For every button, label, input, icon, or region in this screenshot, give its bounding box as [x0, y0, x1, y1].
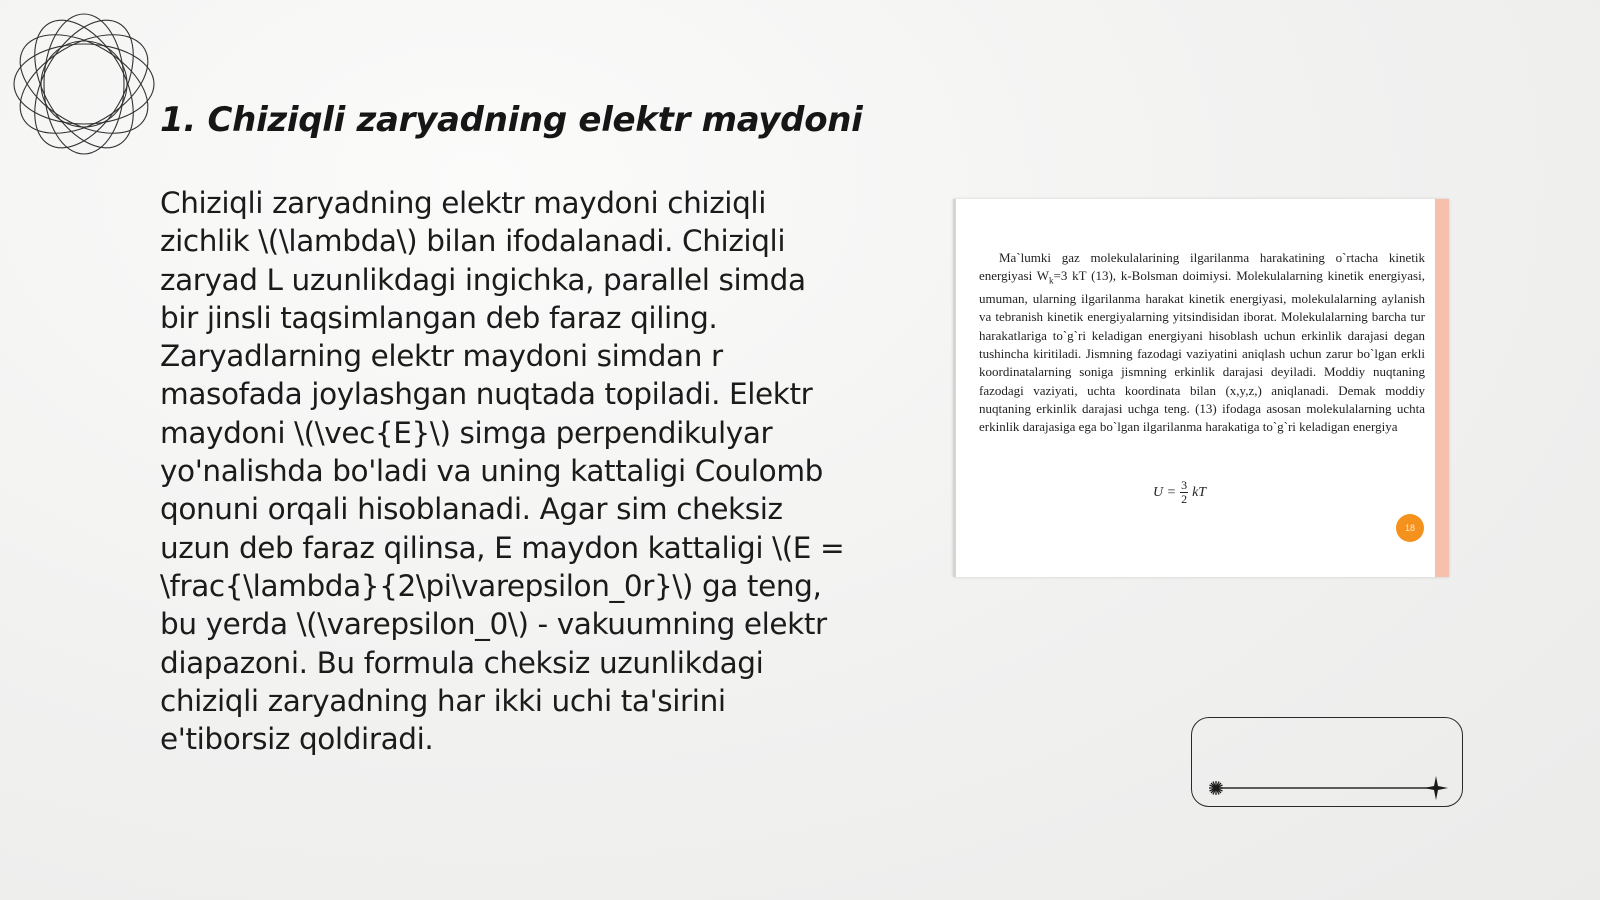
formula-denominator: 2 — [1181, 492, 1188, 506]
four-point-star-icon — [1424, 776, 1448, 800]
formula-lhs: U = — [1153, 484, 1177, 500]
document-text-part: Ma`lumki gaz molekulalarining ilgarilanma harakatining o`rtacha kinetik energiyasi W — [979, 250, 1425, 284]
document-image — [953, 199, 1449, 577]
page-number-badge: 18 — [1396, 514, 1424, 542]
document-paragraph — [979, 249, 1425, 437]
document-text-part: =3 kT (13), k-Bolsman doimiysi. Molekulalarning kinetik energiyasi, umuman, ularning ilgarilanma harakat kinetik energiyasi, molekulalarning aylanish va tebranish kinetik energiyalarning yitsindisidan iborat. Molekulalarning barcha tur harakatlariga to`g`ri keladigan energiyani hisoblash uchun erkinlik darajasi degan tushincha kiritiladi. Jismning fazodagi vaziyatini aniqlash uchun zarur bo`lgan erkli koordinatalarning soniga jismning erkinlik darajasi deyiladi. Moddiy nuqtaning fazodagi vaziyati, uchta koordinata bilan (x,y,z,) aniqlanadi. Demak moddiy nuqtaning erkinlik darajasi uchga teng. (13) ifodaga asosan molekulalarning uchta erkinlik darajasiga ega bo`lgan ilgarilanma harakatiga to`g`ri keladigan energiya — [979, 268, 1425, 435]
slide-body-text: Chiziqli zaryadning elektr maydoni chiziqli zichlik \(\lambda\) bilan ifodalanadi. Chiziqli zaryad L uzunlikdagi ingichka, parallel simda bir jinsli taqsimlangan deb faraz qiling. Zaryadlarning elektr maydoni simdan r masofada joylashgan nuqtada topiladi. Elektr maydoni \(\vec{E}\) simga perpendikulyar yo'nalishda bo'ladi va uning kattaligi Coulomb qonuni orqali hisoblanadi. Agar sim cheksiz uzun deb faraz qilinsa, E maydon kattaligi \(E = \frac{\lambda}{2\pi\varepsilon_0r}\) ga teng, bu yerda \(\varepsilon_0\) - vakuumning elektr diapazoni. Bu formula cheksiz uzunlikdagi chiziqli zaryadning har ikki uchi ta'sirini e'tiborsiz qoldiradi. — [160, 186, 845, 757]
formula-fraction — [1180, 479, 1188, 506]
document-left-rule — [953, 199, 956, 577]
document-formula — [1153, 479, 1206, 506]
star-burst-icon — [1209, 781, 1223, 795]
decorative-line — [1192, 718, 1464, 808]
circle-lattice-icon — [10, 10, 158, 158]
document-subscript: k — [1049, 275, 1054, 286]
decorative-line-box — [1191, 717, 1463, 807]
formula-rhs: kT — [1192, 484, 1207, 500]
document-accent-bar — [1435, 199, 1449, 577]
slide-title: 1. Chiziqli zaryadning elektr maydoni — [160, 100, 863, 140]
formula-numerator: 3 — [1181, 478, 1188, 492]
